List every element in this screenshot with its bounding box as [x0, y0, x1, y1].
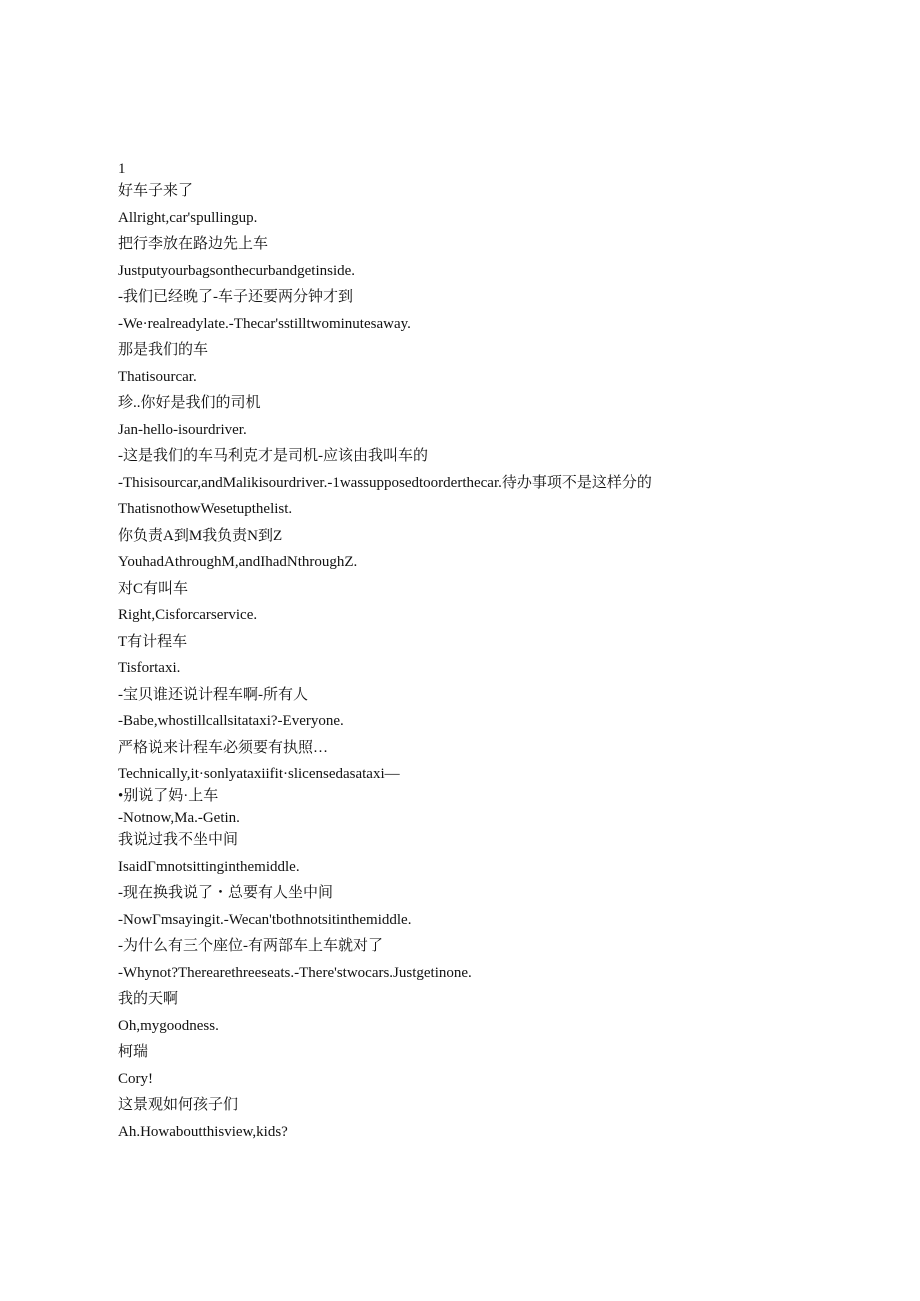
subtitle-line-zh: -我们已经晚了-车子还要两分钟才到 [118, 289, 353, 305]
subtitle-line-zh: 珍..你好是我们的司机 [118, 395, 261, 411]
page-number: 1 [118, 161, 126, 177]
subtitle-line-zh: 严格说来计程车必须要有执照… [118, 739, 329, 756]
subtitle-line-zh: 把行李放在路边先上车 [118, 236, 269, 252]
subtitle-line-en: ThatisnothowWesetupthelist. [118, 501, 293, 517]
subtitle-line-zh: •别说了妈·上车 [118, 788, 219, 804]
subtitle-line-zh: 那是我们的车 [118, 342, 209, 358]
subtitle-line-en: Allright,car'spullingup. [118, 209, 258, 226]
subtitle-line-en: IsaidΓmnotsittinginthemiddle. [118, 858, 300, 875]
subtitle-line-en: Justputyourbagsonthecurbandgetinside. [118, 262, 356, 279]
subtitle-line-en: -Thisisourcar,andMalikisourdriver.-1wassupposedtoorderthecar.待办事项不是这样分的 [118, 474, 652, 491]
subtitle-line-en: Tisfortaxi. [118, 660, 181, 676]
subtitle-line-zh: 对C有叫车 [118, 580, 189, 597]
subtitle-line-zh: 我说过我不坐中间 [118, 832, 239, 848]
subtitle-line-en: -Babe,whostillcallsitataxi?-Everyone. [118, 713, 344, 729]
subtitle-line-zh: 柯瑞 [118, 1044, 149, 1060]
subtitle-line-en: Cory! [118, 1070, 153, 1087]
subtitle-line-zh: 你负责A到M我负责N到Z [118, 527, 283, 544]
subtitle-line-en: Jan-hello-isourdriver. [118, 421, 247, 438]
subtitle-line-en: -Notnow,Ma.-Getin. [118, 810, 240, 826]
subtitle-line-zh: -现在换我说了・总要有人坐中间 [118, 885, 333, 901]
document-page [118, 158, 818, 1147]
subtitle-line-en: -Whynot?Therearethreeseats.-There'stwocars.Justgetinone. [118, 964, 472, 981]
subtitle-line-zh: 这景观如何孩子们 [118, 1097, 239, 1113]
subtitle-line-en: Thatisourcar. [118, 368, 197, 385]
subtitle-line-zh: 好车子来了 [118, 183, 194, 199]
subtitle-line-zh: 我的天啊 [118, 991, 179, 1007]
subtitle-line-en: Right,Cisforcarservice. [118, 607, 258, 623]
subtitle-line-en: -NowΓmsayingit.-Wecan'tbothnotsitinthemiddle. [118, 911, 412, 928]
subtitle-line-en: -We·realreadylate.-Thecar'sstilltwominutesaway. [118, 315, 411, 332]
subtitle-line-en: Oh,mygoodness. [118, 1017, 219, 1034]
subtitle-line-en: Ah.Howaboutthisview,kids? [118, 1123, 288, 1140]
subtitle-line-zh: -宝贝谁还说计程车啊-所有人 [118, 686, 308, 703]
subtitle-line-en: Technically,it·sonlyataxiifit·slicensedasataxi— [118, 766, 400, 782]
subtitle-line-en: YouhadAthroughM,andIhadNthroughZ. [118, 554, 358, 570]
subtitle-line-zh: T有计程车 [118, 633, 188, 650]
subtitle-line-zh: -为什么有三个座位-有两部车上车就对了 [118, 938, 383, 954]
subtitle-line-zh: -这是我们的车马利克才是司机-应该由我叫车的 [118, 448, 428, 464]
